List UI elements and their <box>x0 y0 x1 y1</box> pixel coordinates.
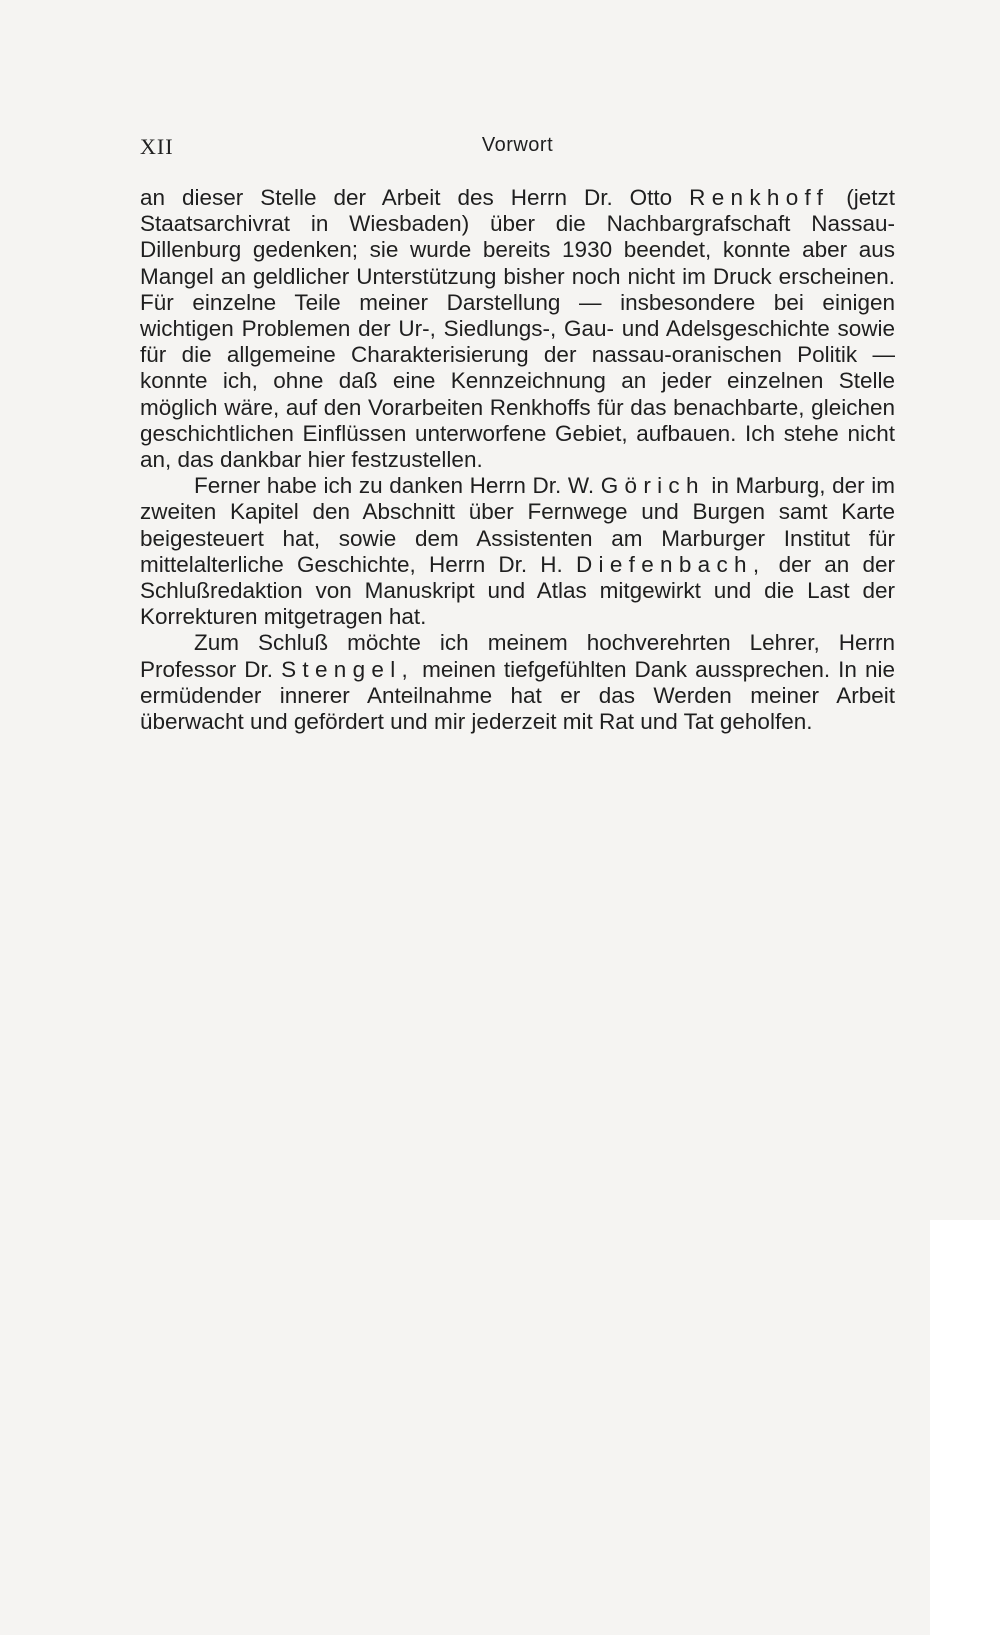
text-run: in Marburg, der im zweiten Kapitel den Abschnitt über Fernwege und Burgen samt Karte beigesteuert hat, sowie dem Assistenten am Marburger Institut für mittelalterliche Geschichte, Herrn Dr. H. <box>140 473 896 577</box>
text-run: (jetzt Staatsarchivrat in Wiesbaden) über die Nachbargrafschaft Nassau-Dillenburg gedenken; sie wurde bereits 1930 beendet, konnte aber aus Mangel an geldlicher Unterstützung bisher noch nicht im Druck erscheinen. Für einzelne Teile meiner Darstellung — insbesondere bei einigen wichtigen Problemen der Ur-, Siedlungs-, Gau- und Adelsgeschichte sowie für die allgemeine Charakterisierung der nassau-oranischen Politik — konnte ich, ohne daß eine Kennzeichnung an jeder einzelnen Stelle möglich wäre, auf den Vorarbeiten Renkhoffs für das benachbarte, gleichen geschichtlichen Einflüssen unterworfene Gebiet, aufbauen. Ich stehe nicht an, das dankbar hier festzustellen. <box>140 185 895 473</box>
text-run: an dieser Stelle der Arbeit des Herrn Dr. Otto <box>140 185 673 210</box>
author-name: Renkhoff <box>689 185 830 210</box>
text-run: Zum Schluß möchte ich meinem hochverehrten Lehrer, Herrn Professor Dr. <box>140 630 895 682</box>
paragraph-2 <box>140 473 895 630</box>
page-header <box>140 132 895 162</box>
scan-edge <box>930 1220 1000 1635</box>
running-head: Vorwort <box>481 134 554 156</box>
page-number: XII <box>140 134 174 159</box>
author-name: Görich <box>600 473 705 499</box>
text-run: Ferner habe ich zu danken Herrn Dr. W. <box>194 473 595 499</box>
paragraph-3 <box>140 630 895 735</box>
text-run: der an der Schlußredaktion von Manuskript und Atlas mitgewirkt und die Last der Korrekturen mitgetragen hat. <box>140 551 895 630</box>
text-run: meinen tiefgefühlten Dank aussprechen. In nie ermüdender innerer Anteilnahme hat er das Werden meiner Arbeit überwacht und gefördert und mir jederzeit mit Rat und Tat geholfen. <box>140 656 895 735</box>
body-text <box>140 185 895 735</box>
author-name: Stengel, <box>281 656 415 682</box>
paragraph-1 <box>140 185 895 473</box>
author-name: Diefenbach, <box>576 551 766 577</box>
